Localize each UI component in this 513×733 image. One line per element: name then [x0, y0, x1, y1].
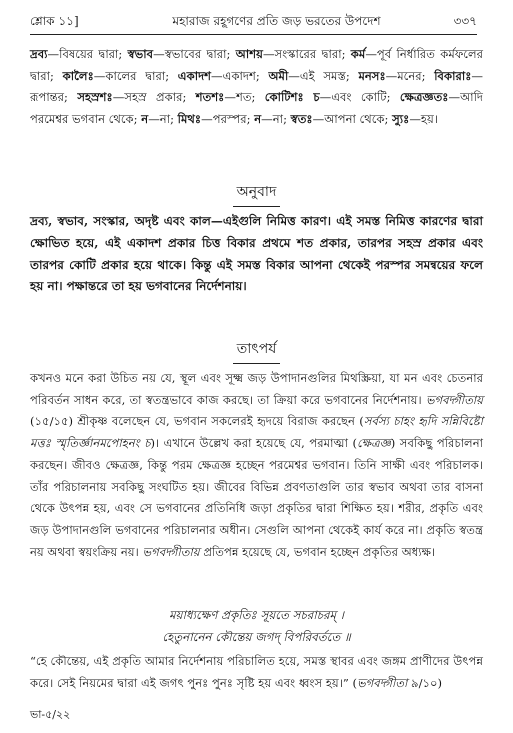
word-meanings: দ্রব্য—বিষয়ের দ্বারা; স্বভাব—স্বভাবের দ্বারা; আশয়—সংস্কারের দ্বারা; কর্ম—পূর্ব নির্ধারিত কর্মফলের দ্বারা; কালৈঃ—কালের দ্বারা; একাদশ—একাদশ; অমী—এই সমস্ত; মনসঃ—মনের; বিকারাঃ—রূপান্তর; সহস্রশঃ—সহস্র প্রকার; শতশঃ—শত; কোটিশঃ চ—এবং কোটি; ক্ষেত্রজ্ঞতঃ—আদি পরমেশ্বর ভগবান থেকে; ন—না; মিথঃ—পরস্পর; ন—না; স্বতঃ—আপনা থেকে; স্যুঃ—হয়। [30, 47, 484, 126]
gloss-word: আশয় [235, 47, 263, 61]
gloss-word: একাদশ [177, 68, 212, 83]
gloss-word: স্যুঃ [392, 111, 410, 126]
gloss-meaning: পূর্ব নির্ধারিত কর্মফলের দ্বারা [30, 47, 483, 83]
gloss-word: শতশঃ [195, 90, 225, 105]
gloss-meaning: আদি পরমেশ্বর ভগবান থেকে [30, 90, 484, 126]
gloss-word: মনসঃ [358, 68, 386, 83]
gloss-meaning: হয় [420, 111, 434, 126]
page-footer-signature: ভা-৫/২২ [30, 708, 71, 721]
header-verse-label: শ্লোক ১১] [30, 14, 79, 28]
translation-text: দ্রব্য, স্বভাব, সংস্কার, অদৃষ্ট এবং কাল—এইগুলি নিমিত্ত কারণ। এই সমস্ত নিমিত্ত কারণের দ্বারা ক্ষোভিত হয়ে, এই একাদশ প্রকার চিত্ত বিকার প্রথমে শত প্রকার, তারপর সহস্র প্রকার এবং তারপর কোটি প্রকার হয়ে থাকে। কিন্তু এই সমস্ত বিকার আপনা থেকেই পরস্পর সমন্বয়ের ফলে হয় না। পক্ষান্তরে তা হয় ভগবানের নির্দেশনায়। [30, 214, 483, 294]
translation-heading: অনুবাদ [233, 180, 281, 207]
translation-heading-row [0, 180, 513, 207]
verse-line: হেতুনানেন কৌন্তেয় জগদ্ বিপরিবর্ততে ॥ [162, 630, 351, 644]
verse-translation-quote [30, 651, 483, 694]
gloss-meaning: বিষয়ের দ্বারা [59, 47, 119, 61]
gloss-meaning: এবং কোটি [331, 90, 387, 105]
gloss-word: কোটিশঃ চ [264, 90, 320, 105]
purport-segment: কখনও মনে করা উচিত নয় যে, স্থূল এবং সূক্ষ্ম জড় উপাদানগুলির মিথস্ক্রিয়া, যা মন এবং চেতনার পরিবর্তন সাধন করে, তা স্বতন্ত্রভাবে কাজ করছে। তা ক্রিয়া করে ভগবানের নির্দেশনায়। [30, 371, 483, 407]
purport-segment: প্রতিপন্ন হয়েছে যে, ভগবান হচ্ছেন প্রকৃতির অধ্যক্ষ। [203, 544, 436, 559]
purport-book-title: ভগবদ্গীতায় [142, 544, 200, 559]
purport-sanskrit-quote: সর্বস্য চাহং হৃদি সন্নিবিষ্টো মত্তঃ স্মৃতির্জ্ঞানমপোহনং চ [30, 414, 483, 451]
gloss-word: বিকারাঃ [434, 68, 472, 83]
purport-heading-row [0, 337, 513, 364]
quote-source: ভগবদ্গীতা [357, 675, 408, 690]
gloss-word: ক্ষেত্রজ্ঞতঃ [399, 90, 449, 105]
gloss-meaning: সহস্র প্রকার [124, 90, 183, 105]
gloss-word: কর্ম [350, 47, 366, 61]
gloss-word: দ্রব্য [30, 47, 48, 61]
gloss-meaning: পরস্পর [212, 111, 247, 126]
page-number: ৩৩৭ [453, 14, 477, 28]
gloss-meaning: শত [235, 90, 252, 105]
sanskrit-verse [0, 604, 513, 648]
purport-book-title: ভগবদ্গীতায় [425, 392, 483, 407]
gloss-word: স্বতঃ [290, 111, 313, 126]
gloss-meaning: না [272, 111, 284, 126]
gloss-word: স্বভাব [127, 47, 154, 61]
gloss-word: মিথঃ [177, 111, 202, 126]
gloss-meaning: স্বভাবের দ্বারা [164, 47, 227, 61]
gloss-meaning: কালের দ্বারা [105, 68, 166, 83]
purport-heading: তাৎপর্য [233, 337, 281, 364]
gloss-meaning: সংস্কারের দ্বারা [274, 47, 342, 61]
header-chapter-title: মহারাজ রহূগণের প্রতি জড় ভরতের উপদেশ [172, 14, 381, 28]
gloss-word: অমী [268, 68, 289, 83]
purport-text [30, 368, 483, 563]
gloss-word: সহস্রশঃ [77, 90, 113, 105]
gloss-meaning: এই সমস্ত [299, 68, 346, 83]
gloss-word: ন [141, 111, 149, 126]
purport-segment: )। এখানে উল্লেখ করা হয়েছে যে, পরমাত্মা ( [150, 436, 358, 451]
purport-segment: (১৫/১৫) শ্রীকৃষ্ণ বলেছেন যে, ভগবান সকলেরই হৃদয়ে বিরাজ করছেন ( [30, 414, 364, 429]
gloss-word: ন [254, 111, 262, 126]
gloss-meaning: না [159, 111, 171, 126]
gloss-meaning: আপনা থেকে [324, 111, 385, 126]
purport-segment: ) সবকিছু পরিচালনা করছেন। জীবও ক্ষেত্রজ্ঞ, কিন্তু পরম ক্ষেত্রজ্ঞ হচ্ছেন পরমেশ্বর ভগবান। তিনি সাক্ষী এবং পরিচালক। তাঁর পরিচালনায় সবকিছু সংঘটিত হয়। জীবের বিভিন্ন প্রবণতাগুলি তার স্বভাব অথবা তার বাসনা থেকে উৎপন্ন হয়, এবং সে ভগবানের প্রতিনিধি জড়া প্রকৃতির দ্বারা শিক্ষিত হয়। শরীর, প্রকৃতি এবং জড় উপাদানগুলি ভগবানের পরিচালনার অধীন। সেগুলি আপনা থেকেই কার্য করে না। প্রকৃতি স্বতন্ত্র নয় অথবা স্বয়ংক্রিয় নয়। [30, 436, 483, 559]
gloss-meaning: একাদশ [222, 68, 256, 83]
quote-reference: ৯/১০) [407, 675, 443, 690]
gloss-meaning: মনের [397, 68, 422, 83]
quote-text: “হে কৌন্তেয়, এই প্রকৃতি আমার নির্দেশনায় পরিচালিত হয়ে, সমস্ত স্থাবর এবং জঙ্গম প্রাণীদের উৎপন্ন করে। সেই নিয়মের দ্বারা এই জগৎ পুনঃ পুনঃ সৃষ্টি হয় এবং ধ্বংস হয়।” ( [30, 654, 483, 690]
purport-term: ক্ষেত্রজ্ঞ [357, 436, 391, 451]
gloss-word: কালৈঃ [62, 68, 94, 83]
gloss-meaning: রূপান্তর [30, 90, 65, 105]
running-header [30, 12, 477, 35]
verse-line: ময়াধ্যক্ষেণ প্রকৃতিঃ সূয়তে সচরাচরম্ । [169, 608, 344, 622]
